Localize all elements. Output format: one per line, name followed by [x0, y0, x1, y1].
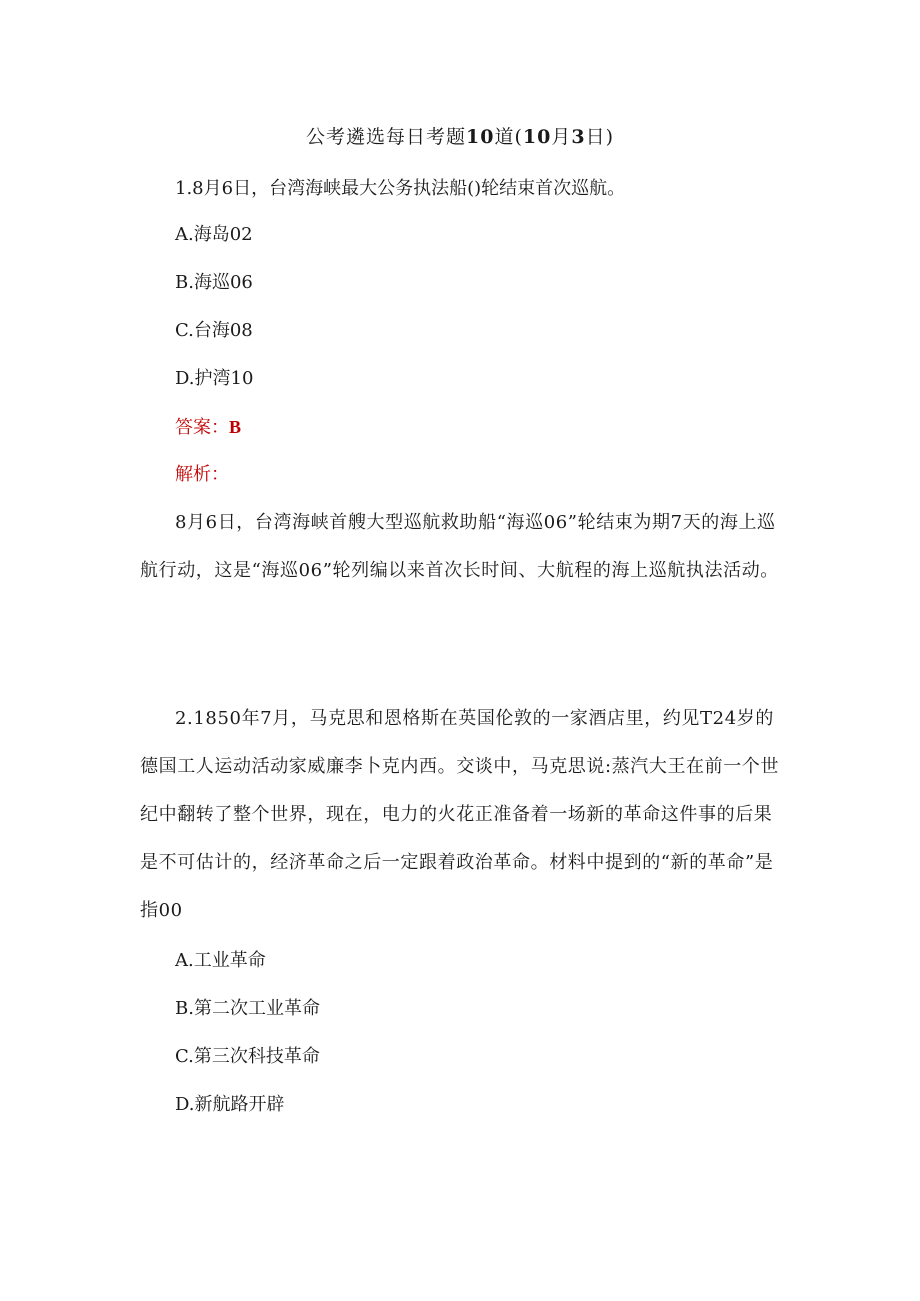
question-1-option-d: D.护湾10: [175, 368, 254, 389]
title-count: 10: [466, 126, 495, 148]
question-1-option-a: A.海岛02: [175, 224, 253, 245]
question-2-option-d: D.新航路开辟: [175, 1094, 285, 1115]
question-1-analysis-label: 解析：: [175, 464, 229, 485]
title-suffix: 日): [585, 126, 614, 148]
answer-value: B: [229, 417, 242, 437]
question-1-answer: [175, 414, 241, 441]
question-2-option-b: B.第二次工业革命: [175, 998, 320, 1019]
question-1-analysis-text: 8月6日，台湾海峡首艘大型巡航救助船“海巡06”轮结束为期7天的海上巡航行动，这是“海巡06”轮列编以来首次长时间、大航程的海上巡航执法活动。: [140, 512, 779, 581]
title-date-day: 3: [571, 126, 586, 148]
question-1-option-c: C.台海08: [175, 320, 253, 341]
title-mid: 道(: [494, 126, 523, 148]
title-date-mid: 月: [551, 126, 572, 148]
question-2-option-c: C.第三次科技革命: [175, 1046, 320, 1067]
question-2-stem: 2.1850年7月，马克思和恩格斯在英国伦敦的一家酒店里，约见T24岁的德国工人运动活动家威廉李卜克内西。交谈中，马克思说:蒸汽大王在前一个世纪中翻转了整个世界，现在，电力的火花正准备着一场新的革命这件事的后果是不可估计的，经济革命之后一定跟着政治革命。材料中提到的“新的革命”是指00: [140, 708, 780, 921]
title-date-month: 10: [522, 126, 552, 148]
answer-label: 答案：: [175, 417, 229, 438]
document-title: [0, 122, 920, 149]
question-1-stem: 1.8月6日，台湾海峡最大公务执法船()轮结束首次巡航。: [175, 178, 626, 199]
title-prefix: 公考遴选每日考题: [305, 126, 466, 148]
question-2-option-a: A.工业革命: [175, 950, 266, 971]
question-1-option-b: B.海巡06: [175, 272, 253, 293]
